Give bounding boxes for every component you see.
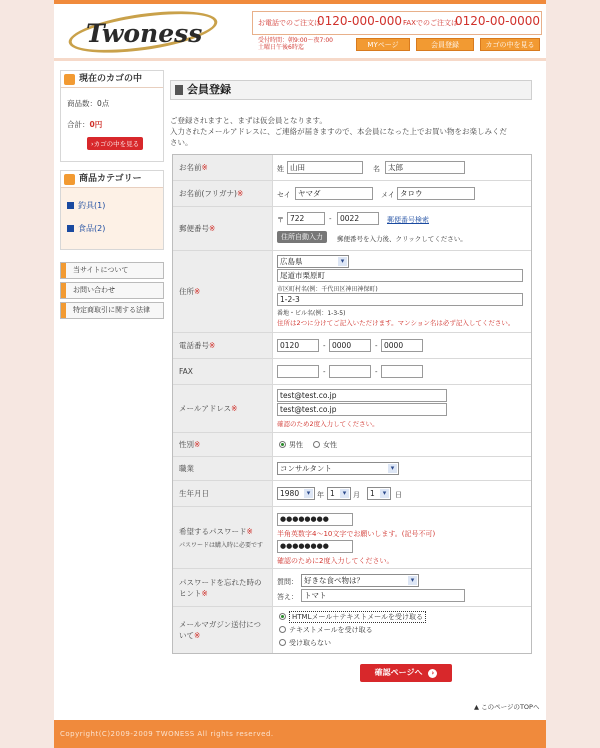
title-marker-icon xyxy=(175,85,183,95)
label-birthday xyxy=(173,481,273,506)
label-text: パスワードを忘れた時のヒント xyxy=(179,577,262,598)
row-name xyxy=(173,155,531,181)
year-unit: 年 xyxy=(317,491,324,499)
required-mark: ※ xyxy=(209,224,216,233)
label-text: 希望するパスワード xyxy=(179,527,247,536)
row-job xyxy=(173,457,531,481)
cart-summary-heading xyxy=(61,71,163,88)
label-text: メールアドレス xyxy=(179,404,232,413)
triangle-up-icon: ▲ xyxy=(474,703,479,711)
password-confirm-input[interactable]: ●●●●●●●● xyxy=(277,540,353,553)
hint-answer-label: 答え： xyxy=(277,593,298,601)
first-name-kana-input[interactable]: タロウ xyxy=(397,187,475,200)
arrow-right-icon: › xyxy=(428,669,437,678)
required-mark: ※ xyxy=(209,341,216,350)
logo-text: Twoness xyxy=(86,19,203,48)
magazine-none-label: 受け取らない xyxy=(289,639,331,647)
password-confirm-note: 確認のために2度入力してください。 xyxy=(277,557,394,565)
label-text: 性別 xyxy=(179,440,194,449)
label-text: 生年月日 xyxy=(179,489,209,498)
email-confirm-input[interactable]: test@test.co.jp xyxy=(277,403,447,416)
row-password xyxy=(173,507,531,569)
category-label: 食品(2) xyxy=(78,224,106,233)
hint-answer-input[interactable]: トマト xyxy=(301,589,465,602)
required-mark: ※ xyxy=(194,631,201,640)
city-hint: 市区町村名(例：千代田区神田神保町) xyxy=(277,286,378,293)
cart-item-count: 商品数：0点 xyxy=(67,99,110,108)
label-kana xyxy=(173,181,273,206)
birth-year-select[interactable]: 1980 ▾ xyxy=(277,487,315,500)
fax-number: 0120-00-0000 xyxy=(455,14,541,28)
required-mark: ※ xyxy=(194,287,201,296)
row-email xyxy=(173,385,531,433)
birth-month-select[interactable]: 1 ▾ xyxy=(327,487,351,500)
magazine-none-radio[interactable] xyxy=(279,639,286,646)
password-note: 半角英数字4～10文字でお願いします。(記号不可) xyxy=(277,530,436,538)
phone2-input[interactable]: 0000 xyxy=(329,339,371,352)
back-to-top-label: このページのTOPへ xyxy=(481,703,540,711)
label-magazine xyxy=(173,607,273,653)
street-input[interactable]: 1-2-3 xyxy=(277,293,523,306)
top-accent-bar xyxy=(54,0,546,4)
label-gender xyxy=(173,433,273,456)
postal-mark: 〒 xyxy=(277,216,284,224)
label-zip xyxy=(173,207,273,250)
category-label: 釣具(1) xyxy=(78,201,106,210)
label-email xyxy=(173,385,273,432)
intro-text xyxy=(170,115,536,148)
sidebar-link-legal[interactable]: 特定商取引に関する法律 xyxy=(60,302,164,319)
cart-total-value: 0円 xyxy=(89,120,103,129)
category-box xyxy=(60,170,164,250)
cart-total-label: 合計： xyxy=(67,120,90,129)
gender-male-label: 男性 xyxy=(289,441,303,449)
intro-line3: さい。 xyxy=(170,138,193,147)
zip-lookup-link[interactable]: 郵便番号検索 xyxy=(387,216,429,224)
hint-question-label: 質問： xyxy=(277,578,298,586)
fax1-input[interactable] xyxy=(277,365,319,378)
registration-form xyxy=(172,154,532,654)
sidebar-link-about[interactable]: 当サイトについて xyxy=(60,262,164,279)
city-input[interactable]: 尾道市栗原町 xyxy=(277,269,523,282)
required-mark: ※ xyxy=(236,189,244,198)
label-text: 郵便番号 xyxy=(179,224,209,233)
label-phone xyxy=(173,333,273,358)
street-hint: 番地・ビル名(例：1-3-5) xyxy=(277,310,346,317)
mypage-label: MYページ xyxy=(367,41,399,49)
row-birthday xyxy=(173,481,531,507)
category-heading xyxy=(61,171,163,188)
magazine-text-radio[interactable] xyxy=(279,626,286,633)
sidebar-link-contact[interactable]: お問い合わせ xyxy=(60,282,164,299)
label-password xyxy=(173,507,273,568)
mypage-button[interactable] xyxy=(356,38,410,51)
confirm-page-button[interactable] xyxy=(360,664,452,682)
header-divider xyxy=(54,58,546,61)
site-logo[interactable] xyxy=(68,12,218,54)
row-zip: 郵便番号 ※ 〒 722 - 0022 郵便番号検索 住所自動入力 郵便番号を入力後、クリックしてください。 xyxy=(173,207,531,251)
phone3-input[interactable]: 0000 xyxy=(381,339,423,352)
intro-line1: ご登録されますと、まずは仮会員となります。 xyxy=(170,116,327,125)
category-title: 商品カテゴリー xyxy=(79,174,142,184)
zip-hint: 郵便番号を入力後、クリックしてください。 xyxy=(337,235,467,243)
sidebar-view-cart-button[interactable]: ›カゴの中を見る xyxy=(87,137,143,150)
hours-line1: 受付時間：朝9:00～夜7:00 xyxy=(258,37,333,44)
zip2-input[interactable]: 0022 xyxy=(337,212,379,225)
category-item-food[interactable] xyxy=(61,223,163,234)
page xyxy=(54,0,546,748)
label-password-hint xyxy=(173,569,273,606)
hours-line2: 土曜日午後6時迄 xyxy=(258,44,304,51)
business-hours xyxy=(258,37,333,51)
magazine-text-label: テキストメールを受け取る xyxy=(289,626,373,634)
fax-label: FAXでのご注文は xyxy=(403,19,458,27)
view-cart-button[interactable] xyxy=(480,38,540,51)
label-text: お名前(フリガナ) xyxy=(179,189,237,198)
category-icon xyxy=(64,174,75,185)
required-mark: ※ xyxy=(201,588,208,598)
row-phone: 電話番号 ※ 0120 - 0000 - 0000 xyxy=(173,333,531,359)
address-note: 住所は2つに分けてご記入いただけます。マンション名は必ず記入してください。 xyxy=(277,319,515,327)
arrow-icon xyxy=(67,202,74,209)
job-select[interactable]: コンサルタント ▾ xyxy=(277,462,399,475)
page-title xyxy=(170,80,532,100)
password-sublabel: パスワードは購入時に必要です xyxy=(179,542,264,549)
tel-label: お電話でのご注文は xyxy=(258,19,321,27)
label-fax xyxy=(173,359,273,384)
required-mark: ※ xyxy=(194,440,201,449)
tel-number: 0120-000-000 xyxy=(317,14,403,28)
row-kana xyxy=(173,181,531,207)
row-address xyxy=(173,251,531,333)
kana-mei-label: メイ xyxy=(381,191,395,199)
day-unit: 日 xyxy=(395,491,402,499)
cart-summary-title: 現在のカゴの中 xyxy=(79,74,143,84)
last-name-input[interactable]: 山田 xyxy=(287,161,363,174)
birth-day-select[interactable]: 1 ▾ xyxy=(367,487,391,500)
address-autofill-button[interactable]: 住所自動入力 xyxy=(277,231,327,243)
kana-sei-label: セイ xyxy=(277,191,291,199)
sei-label: 姓 xyxy=(277,165,284,173)
magazine-html-label: HTMLメール＋テキストメールを受け取る xyxy=(289,611,426,623)
first-name-input[interactable]: 太郎 xyxy=(385,161,465,174)
required-mark: ※ xyxy=(201,163,208,172)
last-name-kana-input[interactable]: ヤマダ xyxy=(295,187,373,200)
page-title-text: 会員登録 xyxy=(187,83,231,96)
arrow-icon xyxy=(67,225,74,232)
label-name xyxy=(173,155,273,180)
row-fax: FAX - - xyxy=(173,359,531,385)
contact-box xyxy=(252,11,542,35)
mei-label: 名 xyxy=(373,165,380,173)
cart-icon xyxy=(64,74,75,85)
gender-female-label: 女性 xyxy=(323,441,337,449)
back-to-top-link[interactable] xyxy=(474,702,539,711)
gender-female-radio[interactable] xyxy=(313,441,320,448)
cart-label: カゴの中を見る xyxy=(485,41,535,49)
label-text: 職業 xyxy=(179,464,194,473)
label-address xyxy=(173,251,273,332)
required-mark: ※ xyxy=(231,404,238,413)
password-input[interactable]: ●●●●●●●● xyxy=(277,513,353,526)
phone1-input[interactable]: 0120 xyxy=(277,339,319,352)
copyright-text: Copyright(C)2009-2009 TWONESS All rights reserved. xyxy=(60,730,274,738)
magazine-html-radio[interactable] xyxy=(279,613,286,620)
prefecture-select[interactable]: 広島県 ▾ xyxy=(277,255,349,268)
label-text: 電話番号 xyxy=(179,341,209,350)
row-magazine xyxy=(173,607,531,653)
gender-male-radio[interactable] xyxy=(279,441,286,448)
required-mark: ※ xyxy=(246,527,253,536)
email-note: 確認のため2度入力してください。 xyxy=(277,420,379,428)
row-password-hint xyxy=(173,569,531,607)
footer xyxy=(54,720,546,748)
cart-total xyxy=(61,119,163,130)
label-text: メールマガジン送付について xyxy=(179,620,262,640)
label-job xyxy=(173,457,273,480)
label-text: お名前 xyxy=(179,163,202,172)
hint-question-select[interactable]: 好きな食べ物は？ ▾ xyxy=(301,574,419,587)
cart-summary-box xyxy=(60,70,164,162)
month-unit: 月 xyxy=(353,491,360,499)
row-gender xyxy=(173,433,531,457)
email-input[interactable]: test@test.co.jp xyxy=(277,389,447,402)
confirm-label: 確認ページへ xyxy=(374,668,423,677)
fax2-input[interactable] xyxy=(329,365,371,378)
member-register-button[interactable] xyxy=(416,38,474,51)
zip1-input[interactable]: 722 xyxy=(287,212,325,225)
fax3-input[interactable] xyxy=(381,365,423,378)
member-label: 会員登録 xyxy=(431,41,459,49)
intro-line2: 入力されたメールアドレスに、ご連絡が届きますので、本会員になった上でお買い物をお楽しみくだ xyxy=(170,127,507,136)
label-text: FAX xyxy=(179,367,193,376)
category-item-fishing[interactable] xyxy=(61,200,163,211)
label-text: 住所 xyxy=(179,287,194,296)
